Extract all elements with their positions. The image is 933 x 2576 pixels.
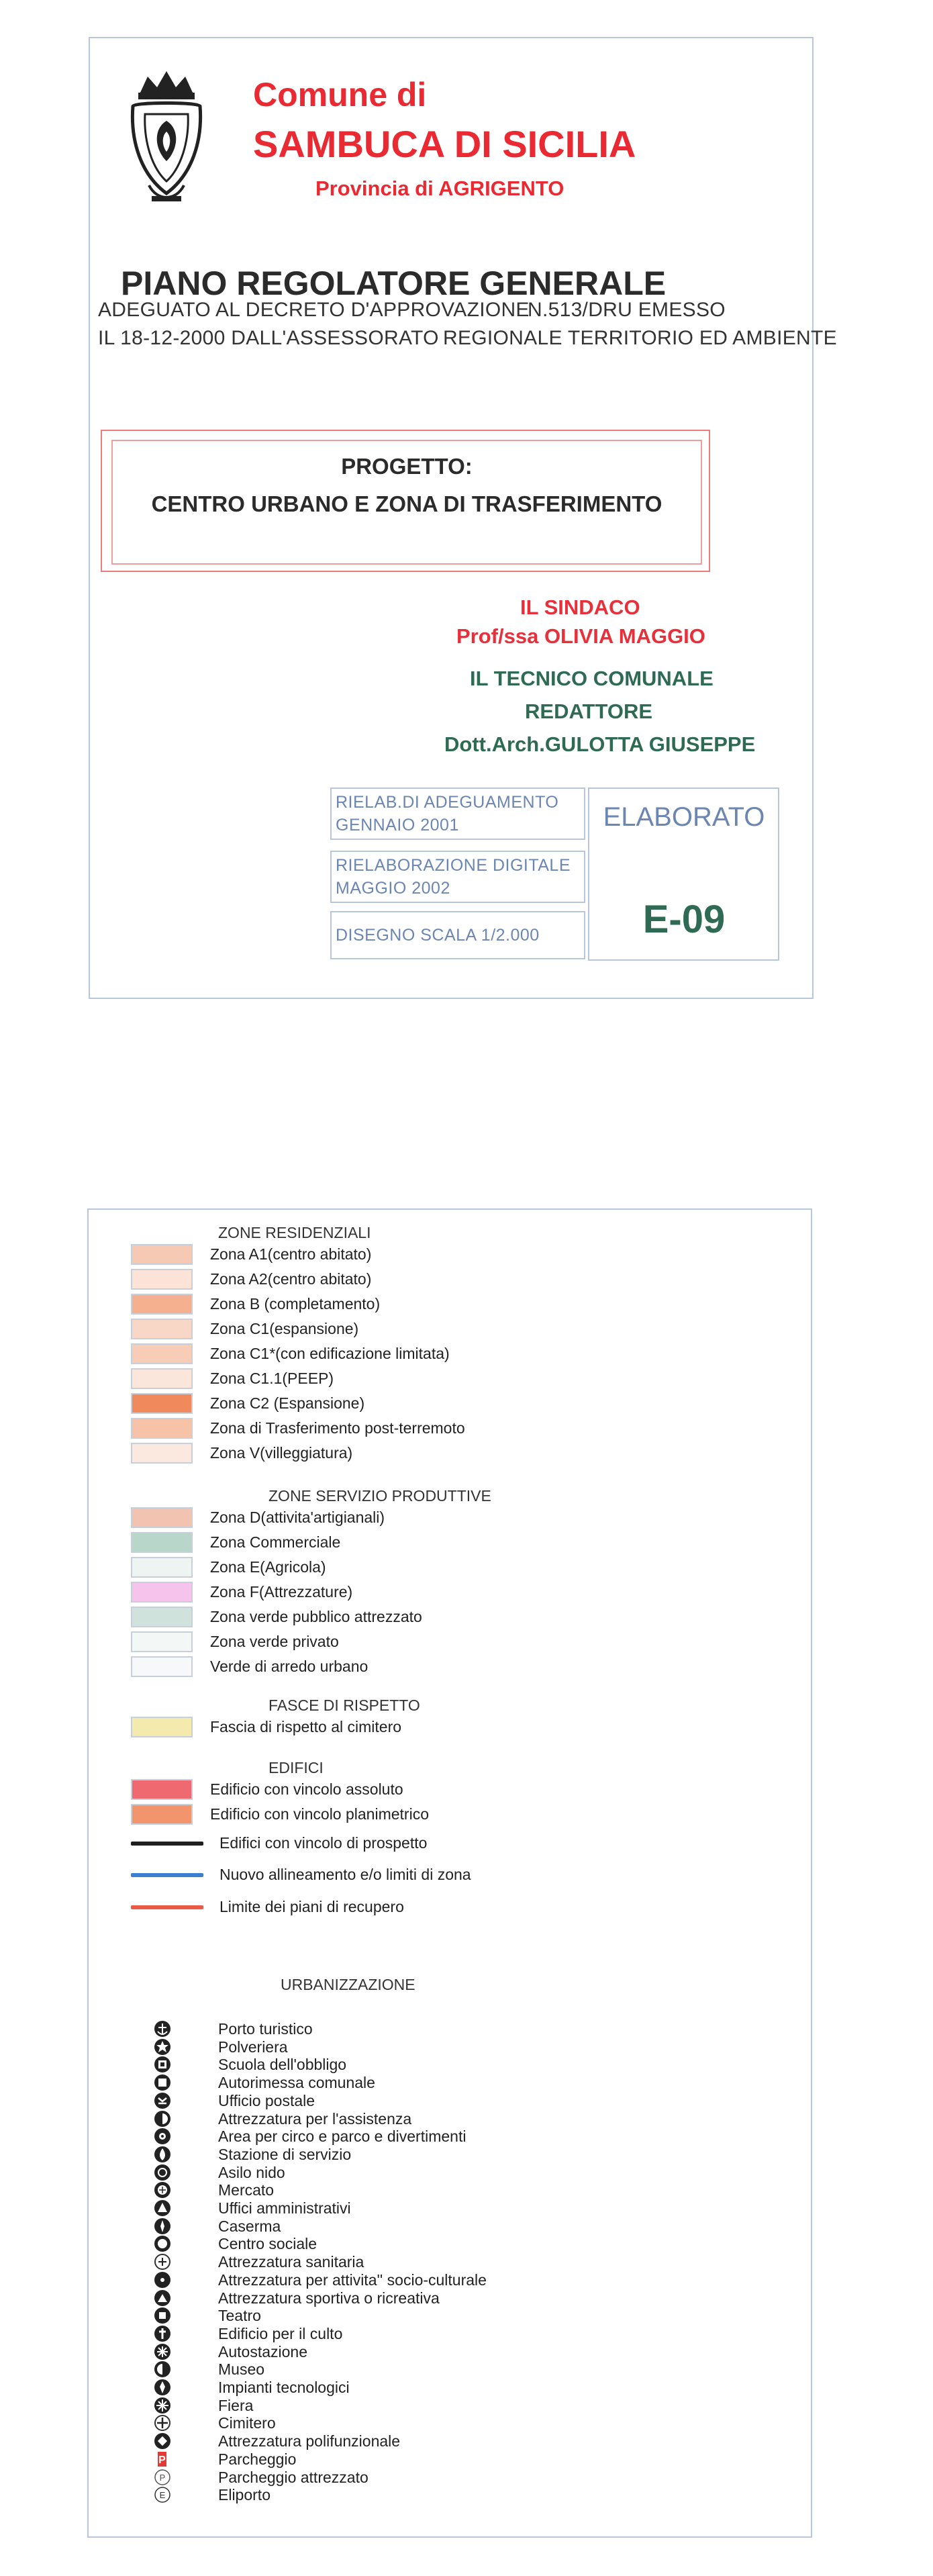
urbanizzazione-label: Museo: [218, 2360, 265, 2379]
urbanizzazione-label: Ufficio postale: [218, 2091, 315, 2109]
market-icon: [153, 2181, 172, 2199]
urbanizzazione-label: Impianti tecnologici: [218, 2379, 350, 2396]
urbanizzazione-label: Attrezzatura per l'assistenza: [218, 2109, 412, 2128]
legend-swatch: [131, 1804, 193, 1825]
legend-swatch: [131, 1443, 193, 1464]
legend-swatch: [131, 1532, 193, 1553]
legend-label: Zona A1(centro abitato): [210, 1245, 372, 1263]
urbanizzazione-label: Eliporto: [218, 2486, 271, 2504]
urbanizzazione-heading: URBANIZZAZIONE: [281, 1976, 415, 1993]
urbanizzazione-label: Edificio per il culto: [218, 2324, 343, 2342]
garage-icon: [153, 2073, 172, 2092]
legend-swatch: [131, 1294, 193, 1315]
comune-title-line1: Comune di: [253, 76, 427, 113]
fair-icon: [153, 2396, 172, 2415]
assistance-icon: [153, 2109, 172, 2128]
legend-label: Zona V(villeggiatura): [210, 1444, 353, 1462]
legend-swatch: [131, 1343, 193, 1364]
urbanizzazione-label: Cimitero: [218, 2414, 276, 2432]
legend-swatch: [131, 1244, 193, 1265]
circus-icon: [153, 2127, 172, 2146]
urbanizzazione-label: Stazione di servizio: [218, 2145, 352, 2163]
fuel-icon: [153, 2145, 172, 2164]
redattore-name: Dott.Arch.GULOTTA GIUSEPPE: [444, 732, 756, 756]
barracks-icon: [153, 2217, 172, 2236]
sindaco-label: IL SINDACO: [520, 595, 640, 619]
legend-label: Zona C1(espansione): [210, 1320, 359, 1337]
cemetery-icon: [153, 2414, 172, 2432]
health-icon: [153, 2252, 172, 2271]
edifici-heading: EDIFICI: [268, 1759, 324, 1776]
urbanizzazione-label: Porto turistico: [218, 2020, 313, 2038]
legend-swatch: [131, 1418, 193, 1439]
coat-of-arms-icon: [125, 67, 208, 205]
social-center-icon: [153, 2234, 172, 2253]
museum-icon: [153, 2360, 172, 2379]
urbanizzazione-label: Asilo nido: [218, 2163, 285, 2181]
urbanizzazione-label: Mercato: [218, 2181, 275, 2199]
urbanizzazione-label: Teatro: [218, 2307, 261, 2325]
legend-line-sample: [131, 1873, 203, 1877]
comune-title-line2: SAMBUCA DI SICILIA: [253, 123, 636, 165]
legend-label: Zona E(Agricola): [210, 1558, 326, 1576]
elaborato-label: ELABORATO: [603, 802, 765, 832]
post-icon: [153, 2091, 172, 2110]
digitale-line1: RIELABORAZIONE DIGITALE: [336, 856, 571, 875]
star-icon: [153, 2038, 172, 2056]
legend-swatch: [131, 1656, 193, 1677]
legend-swatch: [131, 1631, 193, 1652]
servizio-heading: ZONE SERVIZIO PRODUTTIVE: [268, 1487, 491, 1505]
tecnico-label: IL TECNICO COMUNALE: [470, 667, 714, 690]
piano-line1-right: N.513/DRU EMESSO: [528, 299, 726, 321]
legend-label: Fascia di rispetto al cimitero: [210, 1718, 402, 1735]
school-icon: [153, 2055, 172, 2074]
rielab-line1: RIELAB.DI ADEGUAMENTO: [336, 793, 559, 812]
svg-text:P: P: [158, 2454, 166, 2466]
legend-swatch: [131, 1582, 193, 1603]
legend-label: Zona A2(centro abitato): [210, 1270, 372, 1288]
legend-label: Nuovo allineamento e/o limiti di zona: [219, 1866, 471, 1883]
urbanizzazione-label: Attrezzatura polifunzionale: [218, 2432, 401, 2450]
urbanizzazione-label: Attrezzatura sanitaria: [218, 2253, 364, 2271]
urbanizzazione-label: Fiera: [218, 2396, 254, 2414]
legend-label: Limite dei piani di recupero: [219, 1898, 404, 1915]
legend-label: Edifici con vincolo di prospetto: [219, 1834, 428, 1852]
legend-label: Zona Commerciale: [210, 1533, 341, 1551]
piano-line2-left: IL 18-12-2000 DALL'ASSESSORATO: [98, 327, 439, 349]
fasce-heading: FASCE DI RISPETTO: [268, 1697, 420, 1714]
progetto-name: CENTRO URBANO E ZONA DI TRASFERIMENTO: [151, 491, 662, 516]
equipped-parking-icon: [153, 2468, 172, 2487]
urbanizzazione-label: Parcheggio: [218, 2450, 297, 2468]
legend-label: Zona B (completamento): [210, 1295, 381, 1313]
provincia-label: Provincia di AGRIGENTO: [315, 177, 564, 200]
urbanizzazione-label: Caserma: [218, 2217, 281, 2235]
urbanizzazione-label: Attrezzatura sportiva o ricreativa: [218, 2289, 440, 2307]
legend-label: Zona D(attivita'artigianali): [210, 1509, 385, 1526]
scala-text: DISEGNO SCALA 1/2.000: [336, 926, 540, 945]
legend-swatch: [131, 1368, 193, 1389]
piano-line2-right: REGIONALE TERRITORIO ED AMBIENTE: [443, 327, 837, 349]
legend-label: Edificio con vincolo assoluto: [210, 1780, 403, 1798]
piano-title: PIANO REGOLATORE GENERALE: [121, 265, 667, 302]
svg-text:E: E: [159, 2490, 166, 2501]
legend-swatch: [131, 1717, 193, 1737]
urbanizzazione-label: Autostazione: [218, 2342, 307, 2360]
office-icon: [153, 2199, 172, 2217]
urbanizzazione-label: Area per circo e parco e divertimenti: [218, 2128, 466, 2146]
legend-label: Zona C1*(con edificazione limitata): [210, 1345, 450, 1362]
urbanizzazione-label: Scuola dell'obbligo: [218, 2056, 347, 2074]
urbanizzazione-label: Attrezzatura per attivita'' socio-culturale: [218, 2271, 487, 2289]
legend-label: Edificio con vincolo planimetrico: [210, 1805, 429, 1823]
anchor-icon: [153, 2019, 172, 2038]
urbanizzazione-label: Autorimessa comunale: [218, 2074, 375, 2092]
legend-label: Zona C2 (Espansione): [210, 1394, 365, 1412]
digitale-line2: MAGGIO 2002: [336, 879, 450, 898]
legend-label: Zona F(Attrezzature): [210, 1583, 353, 1601]
elaborato-code: E-09: [642, 898, 726, 941]
legend-swatch: [131, 1393, 193, 1414]
progetto-label: PROGETTO:: [341, 454, 473, 479]
urbanizzazione-label: Parcheggio attrezzato: [218, 2468, 369, 2486]
legend-label: Zona verde pubblico attrezzato: [210, 1608, 422, 1625]
legend-label: Zona C1.1(PEEP): [210, 1370, 334, 1387]
parking-icon: [153, 2450, 172, 2469]
multipurpose-icon: [153, 2432, 172, 2450]
legend-label: Zona verde privato: [210, 1633, 339, 1650]
piano-line1-left: ADEGUATO AL DECRETO D'APPROVAZIONE: [98, 299, 530, 321]
culture-icon: [153, 2271, 172, 2289]
sport-icon: [153, 2289, 172, 2307]
heliport-icon: [153, 2485, 172, 2504]
legend-swatch: [131, 1557, 193, 1578]
sindaco-name: Prof/ssa OLIVIA MAGGIO: [456, 624, 705, 648]
church-icon: [153, 2324, 172, 2343]
legend-swatch: [131, 1779, 193, 1800]
theatre-icon: [153, 2306, 172, 2325]
svg-text:P: P: [159, 2472, 166, 2483]
legend-swatch: [131, 1269, 193, 1290]
legend-swatch: [131, 1607, 193, 1627]
nursery-icon: [153, 2163, 172, 2182]
urbanizzazione-label: Polveriera: [218, 2038, 288, 2056]
redattore-label: REDATTORE: [525, 700, 653, 723]
utility-icon: [153, 2378, 172, 2397]
residenziali-heading: ZONE RESIDENZIALI: [218, 1224, 371, 1241]
bus-station-icon: [153, 2342, 172, 2361]
legend-label: Verde di arredo urbano: [210, 1658, 369, 1675]
rielab-line2: GENNAIO 2001: [336, 816, 459, 834]
legend-swatch: [131, 1507, 193, 1528]
legend-label: Zona di Trasferimento post-terremoto: [210, 1419, 465, 1437]
urbanizzazione-label: Centro sociale: [218, 2235, 317, 2253]
legend-swatch: [131, 1319, 193, 1339]
legend-line-sample: [131, 1842, 203, 1846]
urbanizzazione-label: Uffici amministrativi: [218, 2199, 351, 2217]
legend-line-sample: [131, 1905, 203, 1909]
